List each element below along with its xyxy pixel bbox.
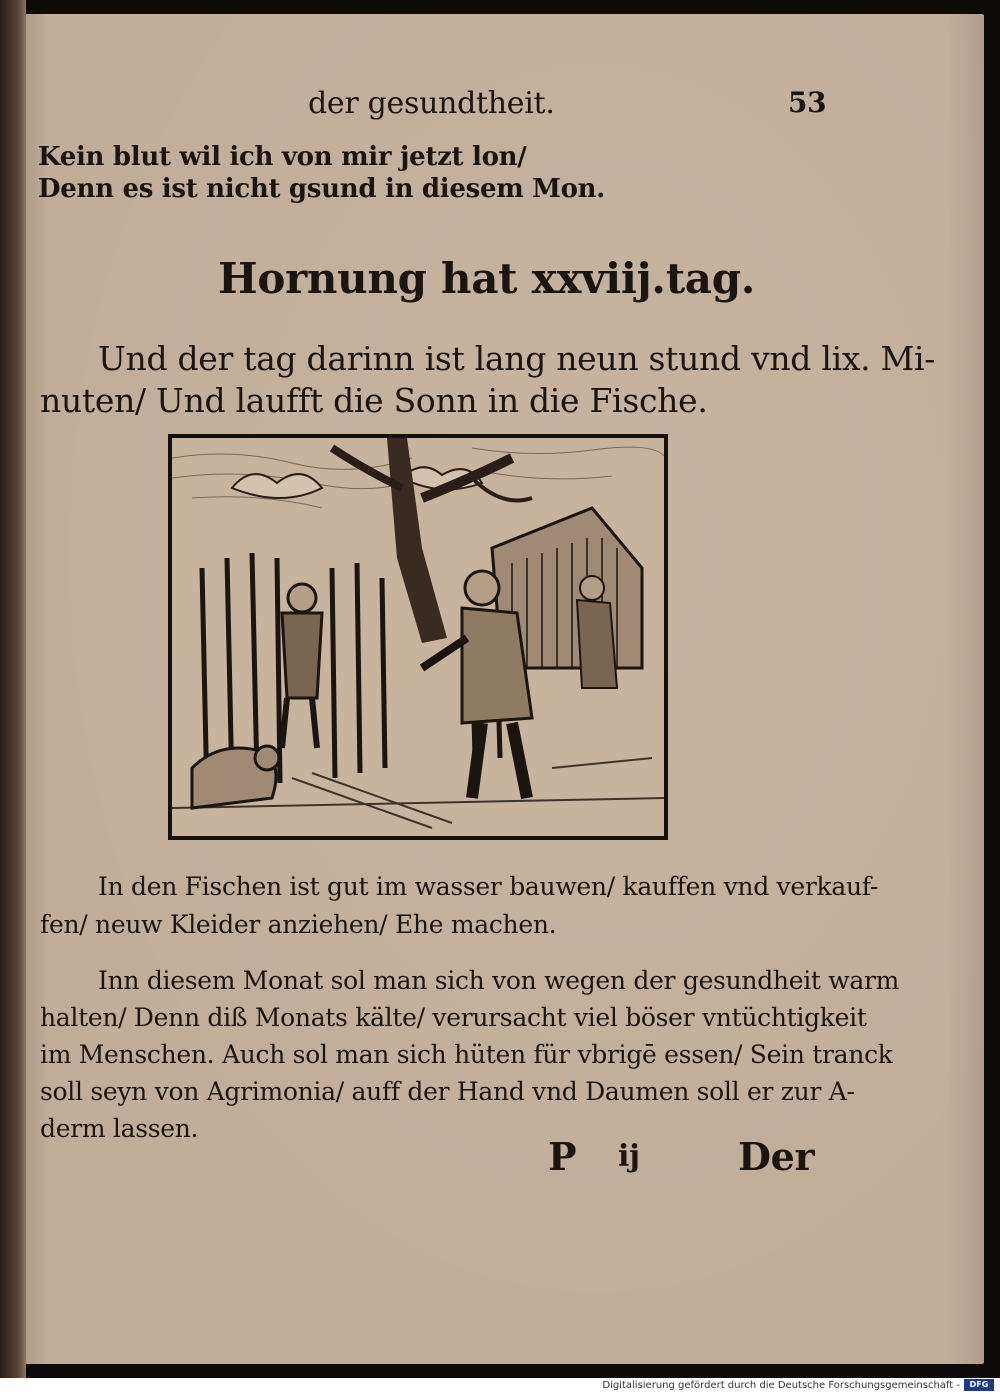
- verse-line: Denn es ist nicht gsund in diesem Mon.: [38, 174, 606, 204]
- paragraph-line: Inn diesem Monat sol man sich von wegen der gesundheit warm: [98, 966, 900, 995]
- verse-line: Kein blut wil ich von mir jetzt lon/: [38, 142, 527, 172]
- paragraph-line: soll seyn von Agrimonia/ auff der Hand vnd Daumen soll er zur A-: [40, 1077, 855, 1106]
- signature-number: ij: [618, 1139, 640, 1174]
- book-page: [18, 14, 984, 1364]
- month-heading: Hornung hat xxviij.tag.: [218, 254, 756, 303]
- intro-line: Und der tag darinn ist lang neun stund vnd lix. Mi-: [98, 339, 936, 378]
- woodcut-illustration: [168, 434, 668, 840]
- paragraph-line: im Menschen. Auch sol man sich hüten für vbrigē essen/ Sein tranck: [40, 1040, 893, 1069]
- folio-number: 53: [788, 86, 827, 119]
- catchword: Der: [738, 1134, 815, 1179]
- page-gutter: [0, 0, 26, 1378]
- running-head: der gesundtheit.: [308, 86, 555, 121]
- paragraph-line: fen/ neuw Kleider anziehen/ Ehe machen.: [40, 910, 557, 939]
- paragraph-line: In den Fischen ist gut im wasser bauwen/ kauffen vnd verkauf-: [98, 872, 878, 901]
- intro-line: nuten/ Und laufft die Sonn in die Fische.: [40, 381, 708, 420]
- footer-credit: Digitalisierung gefördert durch die Deutsche Forschungsgemeinschaft -: [602, 1380, 960, 1391]
- paragraph-line: derm lassen.: [40, 1114, 199, 1143]
- signature-mark: P: [548, 1134, 577, 1179]
- paragraph-line: halten/ Denn diß Monats kälte/ verursacht viel böser vntüchtigkeit: [40, 1003, 867, 1032]
- dfg-logo-icon[interactable]: DFG: [964, 1379, 994, 1391]
